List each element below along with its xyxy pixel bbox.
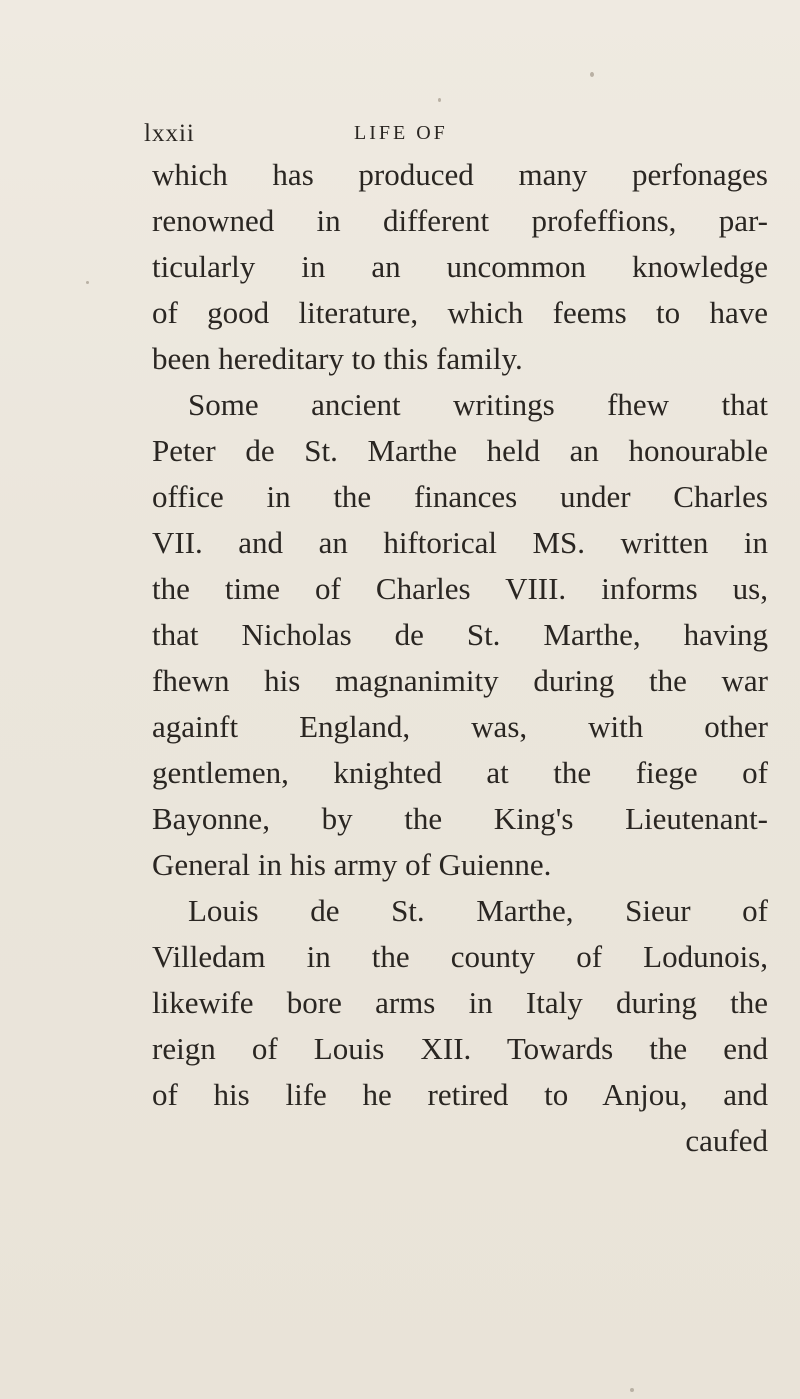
- paper-speck: [630, 1388, 634, 1392]
- text-line: been hereditary to this family.: [152, 341, 523, 376]
- text-line: likewife bore arms in Italy during the: [152, 985, 768, 1020]
- text-line: Peter de St. Marthe held an honourable: [152, 433, 768, 468]
- paper-speck: [438, 98, 441, 102]
- text-line: the time of Charles VIII. informs us,: [152, 571, 768, 606]
- paragraph-start-line: Some ancient writings fhew that: [188, 387, 768, 422]
- text-line: which has produced many perfonages: [152, 157, 768, 192]
- text-line: of good literature, which feems to have: [152, 295, 768, 330]
- running-title: LIFE OF: [354, 122, 448, 144]
- paper-speck: [590, 72, 594, 77]
- text-line: renowned in different profeffions, par-: [152, 203, 768, 238]
- text-line: reign of Louis XII. Towards the end: [152, 1031, 768, 1066]
- page-number: lxxii: [144, 120, 195, 147]
- text-line: Villedam in the county of Lodunois,: [152, 939, 768, 974]
- body-text: [152, 152, 768, 1164]
- text-line: that Nicholas de St. Marthe, having: [152, 617, 768, 652]
- text-line: ticularly in an uncommon knowledge: [152, 249, 768, 284]
- text-line: of his life he retired to Anjou, and: [152, 1077, 768, 1112]
- text-line: office in the finances under Charles: [152, 479, 768, 514]
- text-line: fhewn his magnanimity during the war: [152, 663, 768, 698]
- text-line: VII. and an hiftorical MS. written in: [152, 525, 768, 560]
- running-head: [144, 120, 766, 150]
- text-line: againft England, was, with other: [152, 709, 768, 744]
- paragraph-start-line: Louis de St. Marthe, Sieur of: [188, 893, 768, 928]
- text-line: Bayonne, by the King's Lieutenant-: [152, 801, 768, 836]
- text-line: General in his army of Guienne.: [152, 847, 552, 882]
- text-line: gentlemen, knighted at the fiege of: [152, 755, 768, 790]
- paper-speck: [86, 281, 89, 284]
- catchword: caufed: [685, 1123, 768, 1158]
